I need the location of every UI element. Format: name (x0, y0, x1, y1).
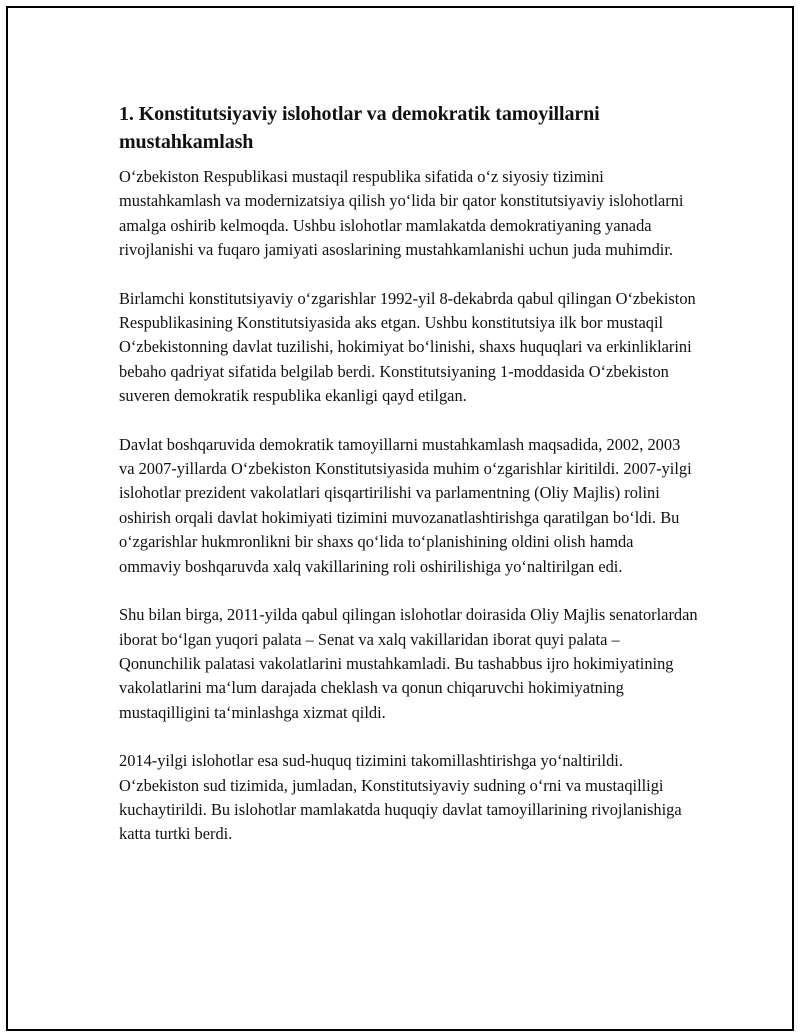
paragraph-4: Shu bilan birga, 2011-yilda qabul qilingan islohotlar doirasida Oliy Majlis senatorlardan iborat bo‘lgan yuqori palata – Senat va xalq vakillaridan iborat quyi palata – Qonunchilik palatasi vakolatlarini mustahkamladi. Bu tashabbus ijro hokimiyatining vakolatlarini ma‘lum darajada cheklash va qonun chiqaruvchi hokimiyatning mustaqilligini ta‘minlashga xizmat qildi. (119, 605, 698, 722)
document-title: 1. Konstitutsiyaviy islohotlar va demokratik tamoyillarni mustahkamlash (119, 103, 600, 153)
paragraph-5: 2014-yilgi islohotlar esa sud-huquq tizimini takomillashtirishga yo‘naltirildi. O‘zbekiston sud tizimida, jumladan, Konstitutsiyaviy sudning o‘rni va mustaqilligi kuchaytirildi. Bu islohotlar mamlakatda huquqiy davlat tamoyillarining rivojlanishiga katta turtki berdi. (119, 751, 682, 844)
paragraph-2: Birlamchi konstitutsiyaviy o‘zgarishlar 1992-yil 8-dekabrda qabul qilingan O‘zbekiston Respublikasining Konstitutsiyasida aks etgan. Ushbu konstitutsiya ilk bor mustaqil O‘zbekistonning davlat tuzilishi, hokimiyat bo‘linishi, shaxs huquqlari va erkinliklarini bebaho qadriyat sifatida belgilab berdi. Konstitutsiyaning 1-moddasida O‘zbekiston suveren demokratik respublika ekanligi qayd etilgan. (119, 288, 696, 406)
page-frame (6, 6, 794, 1031)
paragraph-3: Davlat boshqaruvida demokratik tamoyillarni mustahkamlash maqsadida, 2002, 2003 va 2007-yillarda O‘zbekiston Konstitutsiyasida muhim o‘zgarishlar kiritildi. 2007-yilgi islohotlar prezident vakolatlari qisqartirilishi va parlamentning (Oliy Majlis) rolini oshirish orqali davlat hokimiyati tizimini muvozanatlashtirishga qaratilgan bo‘ldi. Bu o‘zgarishlar hukmronlikni bir shaxs qo‘lida to‘planishining oldini olish hamda ommaviy boshqaruvda xalq vakillarining roli oshirilishiga yo‘naltirilgan edi. (119, 434, 692, 576)
document-body (119, 100, 699, 871)
paragraph-1: O‘zbekiston Respublikasi mustaqil respublika sifatida o‘z siyosiy tizimini mustahkamlash va modernizatsiya qilish yo‘lida bir qator konstitutsiyaviy islohotlarni amalga oshirib kelmoqda. Ushbu islohotlar mamlakatda demokratiyaning yanada rivojlanishi va fuqaro jamiyati asoslarining mustahkamlanishi uchun juda muhimdir. (119, 167, 684, 260)
